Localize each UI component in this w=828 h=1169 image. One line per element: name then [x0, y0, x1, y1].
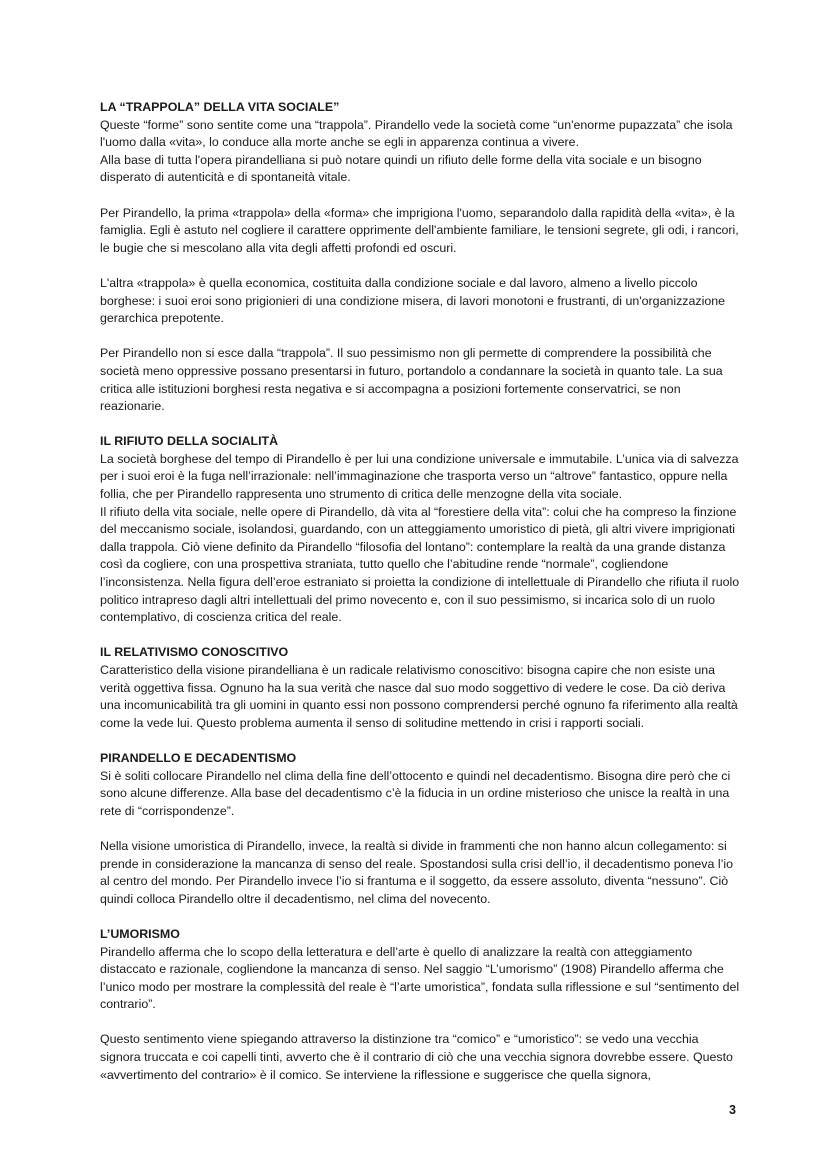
section-spacer — [100, 732, 740, 750]
section-heading-decadentismo: PIRANDELLO E DECADENTISMO — [100, 750, 297, 765]
paragraph: La società borghese del tempo di Pirandello è per lui una condizione universale e immutabile. L’unica via di salvezza per i suoi eroi è la fuga nell’irrazionale: nell’immaginazione che trasporta verso un “altrove” fantastico, oppure nella follia, che per Pirandello rappresenta uno strumento di critica delle menzogne della vita sociale. — [100, 451, 739, 502]
paragraph-spacer — [100, 257, 740, 275]
paragraph: L'altra «trappola» è quella economica, costituita dalla condizione sociale e dal lavoro, almeno a livello piccolo borghese: i suoi eroi sono prigionieri di una condizione misera, di lavori monotoni e frustranti, di un'organizzazione gerarchica prepotente. — [100, 275, 726, 326]
paragraph: Caratteristico della visione pirandelliana è un radicale relativismo conoscitivo: bisogna capire che non esiste una verità oggettiva fissa. Ognuno ha la sua verità che nasce dal suo modo soggettivo di vedere le cose. Da ciò deriva una incomunicabilità tra gli uomini in quanto essi non possono comprendersi perché ognuno fa riferimento alla realtà come la vede lui. Questo problema aumenta il senso di solitudine mettendo in crisi i rapporti sociali. — [100, 663, 738, 730]
paragraph: Alla base di tutta l'opera pirandelliana si può notare quindi un rifiuto delle forme della vita sociale e un bisogno disperato di autenticità e di spontaneità vitale. — [100, 152, 702, 185]
paragraph-spacer — [100, 820, 740, 838]
section-heading-umorismo: L’UMORISMO — [100, 926, 180, 941]
section-spacer — [100, 627, 740, 645]
section-heading-trappola: LA “TRAPPOLA” DELLA VITA SOCIALE” — [100, 100, 340, 114]
page-number: 3 — [729, 1103, 736, 1117]
paragraph: Il rifiuto della vita sociale, nelle opere di Pirandello, dà vita al “forestiere della vita”: colui che ha compreso la finzione del meccanismo sociale, isolandosi, guardando, con un atteggiamento umoristico di pietà, gli altri vivere imprigionati dalla trappola. Ciò viene definito da Pirandello “filosofia del lontano”: contemplare la realtà da una grande distanza così da cogliere, con una prospettiva straniata, tutto quello che l’abitudine rende “normale”, cogliendone l’inconsistenza. Nella figura dell’eroe estraniato si proietta la condizione di intellettuale di Pirandello che rifiuta il ruolo politico intrapreso dagli altri intellettuali del primo novecento e, con il suo pessimismo, si incarica solo di un ruolo contemplativo, di coscienza critica del reale. — [100, 504, 740, 625]
section-heading-relativismo: IL RELATIVISMO CONOSCITIVO — [100, 645, 289, 660]
section-heading-rifiuto-socialita: IL RIFIUTO DELLA SOCIALITÀ — [100, 434, 279, 449]
section-spacer — [100, 416, 740, 434]
paragraph: Queste “forme” sono sentite come una “trappola”. Pirandello vede la società come “un'enorme pupazzata” che isola l'uomo dalla «vita», lo conduce alla morte anche se egli in apparenza continua a vivere. — [100, 117, 733, 150]
paragraph: Nella visione umoristica di Pirandello, invece, la realtà si divide in frammenti che non hanno alcun collegamento: si prende in considerazione la mancanza di senso del reale. Spostandosi sulla crisi dell’io, il decadentismo poneva l’io al centro del mondo. Per Pirandello invece l’io si frantuma e il soggetto, da essere assoluto, diventa “nessuno”. Ciò quindi colloca Pirandello oltre il decadentismo, nel clima del novecento. — [100, 838, 733, 906]
paragraph-spacer — [100, 1014, 740, 1032]
paragraph-spacer — [100, 187, 740, 205]
paragraph: Questo sentimento viene spiegando attraverso la distinzione tra “comico” e “umoristico”: se vedo una vecchia signora truccata e coi capelli tinti, avverto che è il contrario di ciò che una vecchia signora dovrebbe essere. Questo «avvertimento del contrario» è il comico. Se interviene la riflessione e suggerisce che quella signora, — [100, 1032, 733, 1082]
paragraph: Per Pirandello, la prima «trappola» della «forma» che imprigiona l'uomo, separandolo dalla rapidità della «vita», è la famiglia. Egli è astuto nel cogliere il carattere opprimente dell'ambiente familiare, le tensioni segrete, gli odi, i rancori, le bugie che si mescolano alla vita degli affetti profondi ed oscuri. — [100, 205, 739, 255]
paragraph: Per Pirandello non si esce dalla “trappola”. Il suo pessimismo non gli permette di comprendere la possibilità che società meno oppressive possano presentarsi in futuro, portandolo a condannare la società in quanto tale. La sua critica alle istituzioni borghesi resta negativa e si accompagna a posizioni fortemente conservatrici, se non reazionarie. — [100, 346, 723, 414]
section-spacer — [100, 908, 740, 926]
paragraph-spacer — [100, 328, 740, 346]
paragraph: Pirandello afferma che lo scopo della letteratura e dell’arte è quello di analizzare la realtà con atteggiamento distaccato e razionale, cogliendone la mancanza di senso. Nel saggio “L’umorismo” (1908) Pirandello afferma che l’unico modo per mostrare la complessità del reale è “l’arte umoristica”, fondata sulla riflessione e sul “sentimento del contrario”. — [100, 944, 740, 1012]
paragraph: Si è soliti collocare Pirandello nel clima della fine dell’ottocento e quindi nel decadentismo. Bisogna dire però che ci sono alcune differenze. Alla base del decadentismo c’è la fiducia in un ordine misterioso che unisce la realtà in una rete di “corrispondenze”. — [100, 768, 731, 818]
page-body — [100, 99, 740, 1084]
